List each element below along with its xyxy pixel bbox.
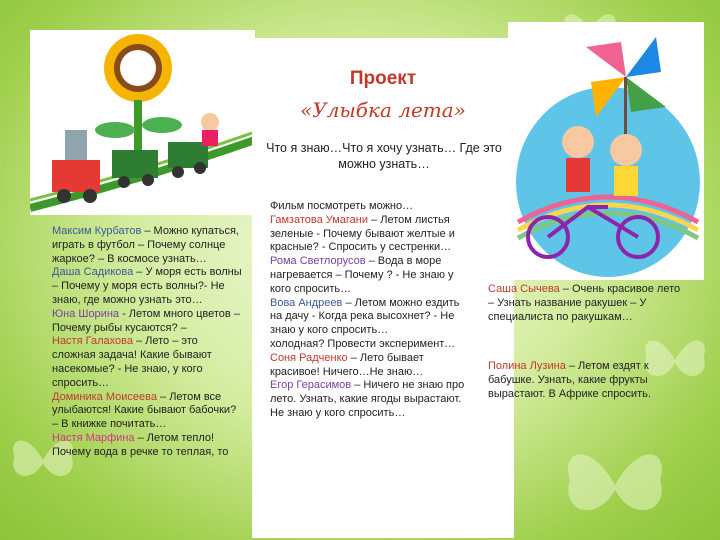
child-name: Максим Курбатов [52,225,142,237]
butterfly-icon [560,440,670,530]
list-item: Максим Курбатов – Можно купаться, играть в футбол – Почему солнце жаркое? – В космосе узнать… [52,225,239,265]
child-name: Вова Андреев [270,296,343,309]
list-item: Настя Марфина – Летом тепло! Почему вода в речке то теплая, то [52,431,229,458]
list-item: Егор Герасимов – Ничего не знаю про лето. Узнать, какие ягоды вырастают. Не знаю у кого спросить… [270,379,465,419]
right-text-column [488,283,688,324]
list-item: Доминика Моисеева – Летом все улыбаются! Какие бывают бабочки? – В книжке почитать… [52,390,237,431]
list-item: Юна Шорина - Летом много цветов – Почему рыбы кусаются? – [52,307,240,334]
project-label: Проект [349,68,417,89]
children-bicycle-pinwheel-illustration [508,22,704,280]
child-name: Доминика Моисеева [52,390,157,403]
child-name: Соня Радченко [270,351,348,364]
list-item: холодная? Провести эксперимент… [270,337,456,350]
sunflower-train-illustration [30,30,255,215]
middle-text-column [270,200,466,421]
list-item: Фильм посмотреть можно… [270,200,414,212]
child-name: Егор Герасимов [270,379,352,392]
list-item: Гамзатова Умагани – Летом листья зеленые - Почему бывают желтые и красные? - Спросить у сестренки… [270,213,455,254]
child-name: Юна Шорина [52,307,120,320]
child-name: Рома Светлорусов [270,255,366,268]
project-title: «Улыбка лета» [300,98,466,122]
project-subtitle: Что я знаю…Что я хочу узнать… Где это можно узнать… [266,141,502,171]
child-name: Даша Садикова [52,266,134,279]
child-name: Настя Марфина [52,431,135,444]
list-item: Соня Радченко – Лето бывает красивое! Ничего…Не знаю… [270,351,424,378]
child-name: Полина Лузина [488,360,566,372]
child-name: Настя Галахова [52,335,133,348]
list-item: Вова Андреев – Летом можно ездить на дачу - Когда река высохнет? - Не знаю у кого спросить… [270,296,460,337]
child-name: Саша Сычева [488,283,560,295]
list-item: Настя Галахова – Лето – это сложная задача! Какие бывают насекомые? - Не знаю, у кого спросить… [52,335,212,389]
child-name: Гамзатова Умагани [270,213,369,226]
list-item: Полина Лузина – Летом ездят к бабушке. Узнать, какие фрукты вырастают. В Африке спросить. [488,360,651,400]
list-item: Саша Сычева – Очень красивое лето – Узнать название ракушек – У специалиста по ракушкам… [488,283,681,323]
left-text-column [52,225,242,460]
right-text-column [488,360,688,401]
list-item: Даша Садикова – У моря есть волны – Почему у моря есть волны?- Не знаю, где можно узнать это… [52,266,242,306]
list-item: Рома Светлорусов – Вода в море нагревается – Почему ? - Не знаю у кого спросить… [270,255,454,295]
